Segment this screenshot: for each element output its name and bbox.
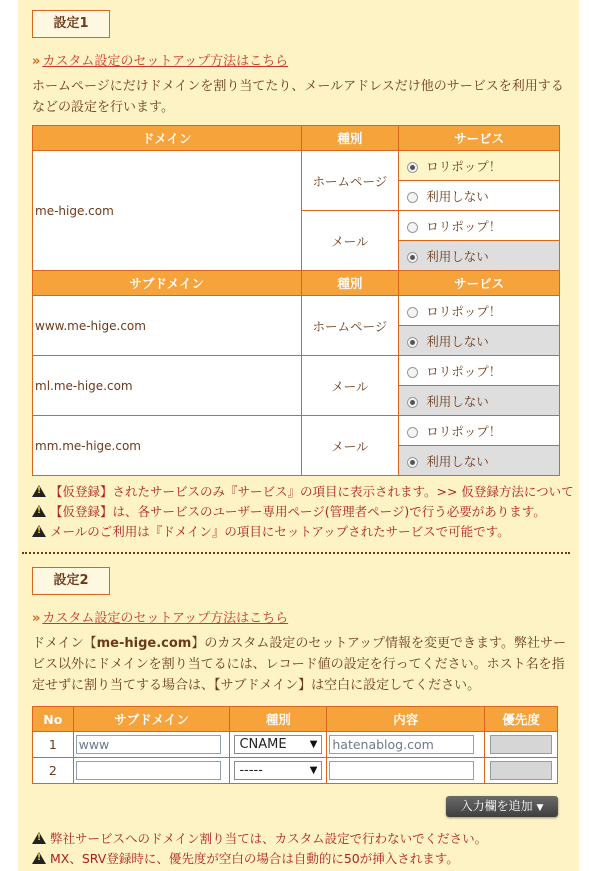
warning-icon bbox=[32, 525, 46, 537]
setting2-notes bbox=[32, 829, 487, 869]
domain-service-table bbox=[32, 125, 560, 476]
add-row-button[interactable]: 入力欄を追加 ▼ bbox=[446, 796, 558, 817]
desc-domain: me-hige.com bbox=[96, 636, 192, 651]
radio-unchecked-icon[interactable] bbox=[407, 427, 418, 438]
header-service: サービス bbox=[399, 126, 560, 151]
radio-checked-icon[interactable] bbox=[407, 252, 418, 263]
subdomain-name: mm.me-hige.com bbox=[33, 416, 302, 476]
note-item: !【仮登録】は、各サービスのユーザー専用ページ(管理者ページ)で行う必要があります。 bbox=[32, 502, 574, 522]
header-priority: 優先度 bbox=[485, 707, 558, 732]
warning-icon bbox=[32, 832, 46, 844]
setting2-description: ドメイン【me-hige.com】のカスタム設定のセットアップ情報を変更できます。弊社サービス以外にドメインを割り当てるには、レコード値の設定を行ってください。ホスト名を指定せずに割り当てする場合は、【サブドメイン】は空白に設定してください。 bbox=[32, 636, 567, 693]
note-item: !メールのご利用は『ドメイン』の項目にセットアップされたサービスで可能です。 bbox=[32, 522, 574, 542]
radio-checked-icon[interactable] bbox=[407, 397, 418, 408]
caret-down-icon: ▼ bbox=[309, 765, 318, 776]
radio-option-lolipop[interactable]: ロリポップ！ bbox=[399, 416, 560, 446]
header-subdomain: サブドメイン bbox=[33, 271, 302, 296]
radio-option-lolipop[interactable]: ロリポップ！ bbox=[399, 151, 560, 181]
content-input[interactable] bbox=[329, 761, 474, 780]
radio-option-none[interactable]: 利用しない bbox=[399, 386, 560, 416]
radio-checked-icon[interactable] bbox=[407, 457, 418, 468]
caret-down-icon: ▼ bbox=[536, 803, 544, 813]
radio-unchecked-icon[interactable] bbox=[407, 222, 418, 233]
subdomain-input[interactable] bbox=[76, 761, 221, 780]
header-type: 種別 bbox=[301, 126, 399, 151]
subdomain-type: メール bbox=[301, 416, 399, 476]
section-divider bbox=[22, 552, 570, 554]
double-chevron-right-icon: » bbox=[32, 54, 41, 69]
type-homepage: ホームページ bbox=[301, 151, 399, 211]
header-type: 種別 bbox=[230, 707, 327, 732]
header-service: サービス bbox=[399, 271, 560, 296]
header-type: 種別 bbox=[301, 271, 399, 296]
type-select[interactable]: CNAME ▼ bbox=[234, 735, 322, 754]
priority-input bbox=[490, 761, 552, 780]
radio-option-lolipop[interactable]: ロリポップ！ bbox=[399, 296, 560, 326]
setting2-title: 設定2 bbox=[32, 567, 110, 595]
row-number: 2 bbox=[33, 758, 74, 784]
radio-unchecked-icon[interactable] bbox=[407, 307, 418, 318]
warning-icon bbox=[32, 852, 46, 864]
subdomain-type: ホームページ bbox=[301, 296, 399, 356]
warning-icon bbox=[32, 505, 46, 517]
header-no: No bbox=[33, 707, 74, 732]
subdomain-type: メール bbox=[301, 356, 399, 416]
double-chevron-right-icon: » bbox=[32, 611, 41, 626]
note-item: !【仮登録】されたサービスのみ『サービス』の項目に表示されます。>> 仮登録方法について bbox=[32, 482, 574, 502]
caret-down-icon: ▼ bbox=[309, 739, 318, 750]
subdomain-name: www.me-hige.com bbox=[33, 296, 302, 356]
record-row bbox=[33, 732, 558, 758]
setting1-help-link-row bbox=[32, 50, 288, 69]
setting1-description: ホームページにだけドメインを割り当てたり、メールアドレスだけ他のサービスを利用するなどの設定を行います。 bbox=[32, 79, 564, 115]
header-content: 内容 bbox=[327, 707, 485, 732]
radio-option-lolipop[interactable]: ロリポップ！ bbox=[399, 211, 560, 241]
setting1-notes bbox=[32, 482, 574, 542]
radio-unchecked-icon[interactable] bbox=[407, 192, 418, 203]
setting2-help-link[interactable]: カスタム設定のセットアップ方法はこちら bbox=[42, 611, 289, 626]
settings-panel bbox=[18, 0, 579, 871]
radio-option-none[interactable]: 利用しない bbox=[399, 326, 560, 356]
record-table bbox=[32, 706, 558, 784]
radio-checked-icon[interactable] bbox=[407, 162, 418, 173]
subdomain-name: ml.me-hige.com bbox=[33, 356, 302, 416]
setting1-title: 設定1 bbox=[32, 10, 110, 38]
note-item: !弊社サービスへのドメイン割り当ては、カスタム設定で行わないでください。 bbox=[32, 829, 487, 849]
radio-checked-icon[interactable] bbox=[407, 337, 418, 348]
setting2-help-link-row bbox=[32, 607, 288, 626]
row-number: 1 bbox=[33, 732, 74, 758]
record-row bbox=[33, 758, 558, 784]
content-input[interactable]: hatenablog.com bbox=[329, 735, 474, 754]
radio-option-none[interactable]: 利用しない bbox=[399, 241, 560, 271]
radio-option-lolipop[interactable]: ロリポップ！ bbox=[399, 356, 560, 386]
priority-input bbox=[490, 735, 552, 754]
type-select[interactable]: ----- ▼ bbox=[234, 761, 322, 780]
header-subdomain: サブドメイン bbox=[73, 707, 230, 732]
warning-icon bbox=[32, 485, 46, 497]
radio-option-none[interactable]: 利用しない bbox=[399, 446, 560, 476]
radio-unchecked-icon[interactable] bbox=[407, 367, 418, 378]
subdomain-input[interactable]: www bbox=[76, 735, 221, 754]
type-mail: メール bbox=[301, 211, 399, 271]
domain-name: me-hige.com bbox=[33, 151, 302, 271]
note-item: !MX、SRV登録時に、優先度が空白の場合は自動的に50が挿入されます。 bbox=[32, 849, 487, 869]
header-domain: ドメイン bbox=[33, 126, 302, 151]
radio-option-none[interactable]: 利用しない bbox=[399, 181, 560, 211]
setting1-help-link[interactable]: カスタム設定のセットアップ方法はこちら bbox=[42, 54, 289, 69]
